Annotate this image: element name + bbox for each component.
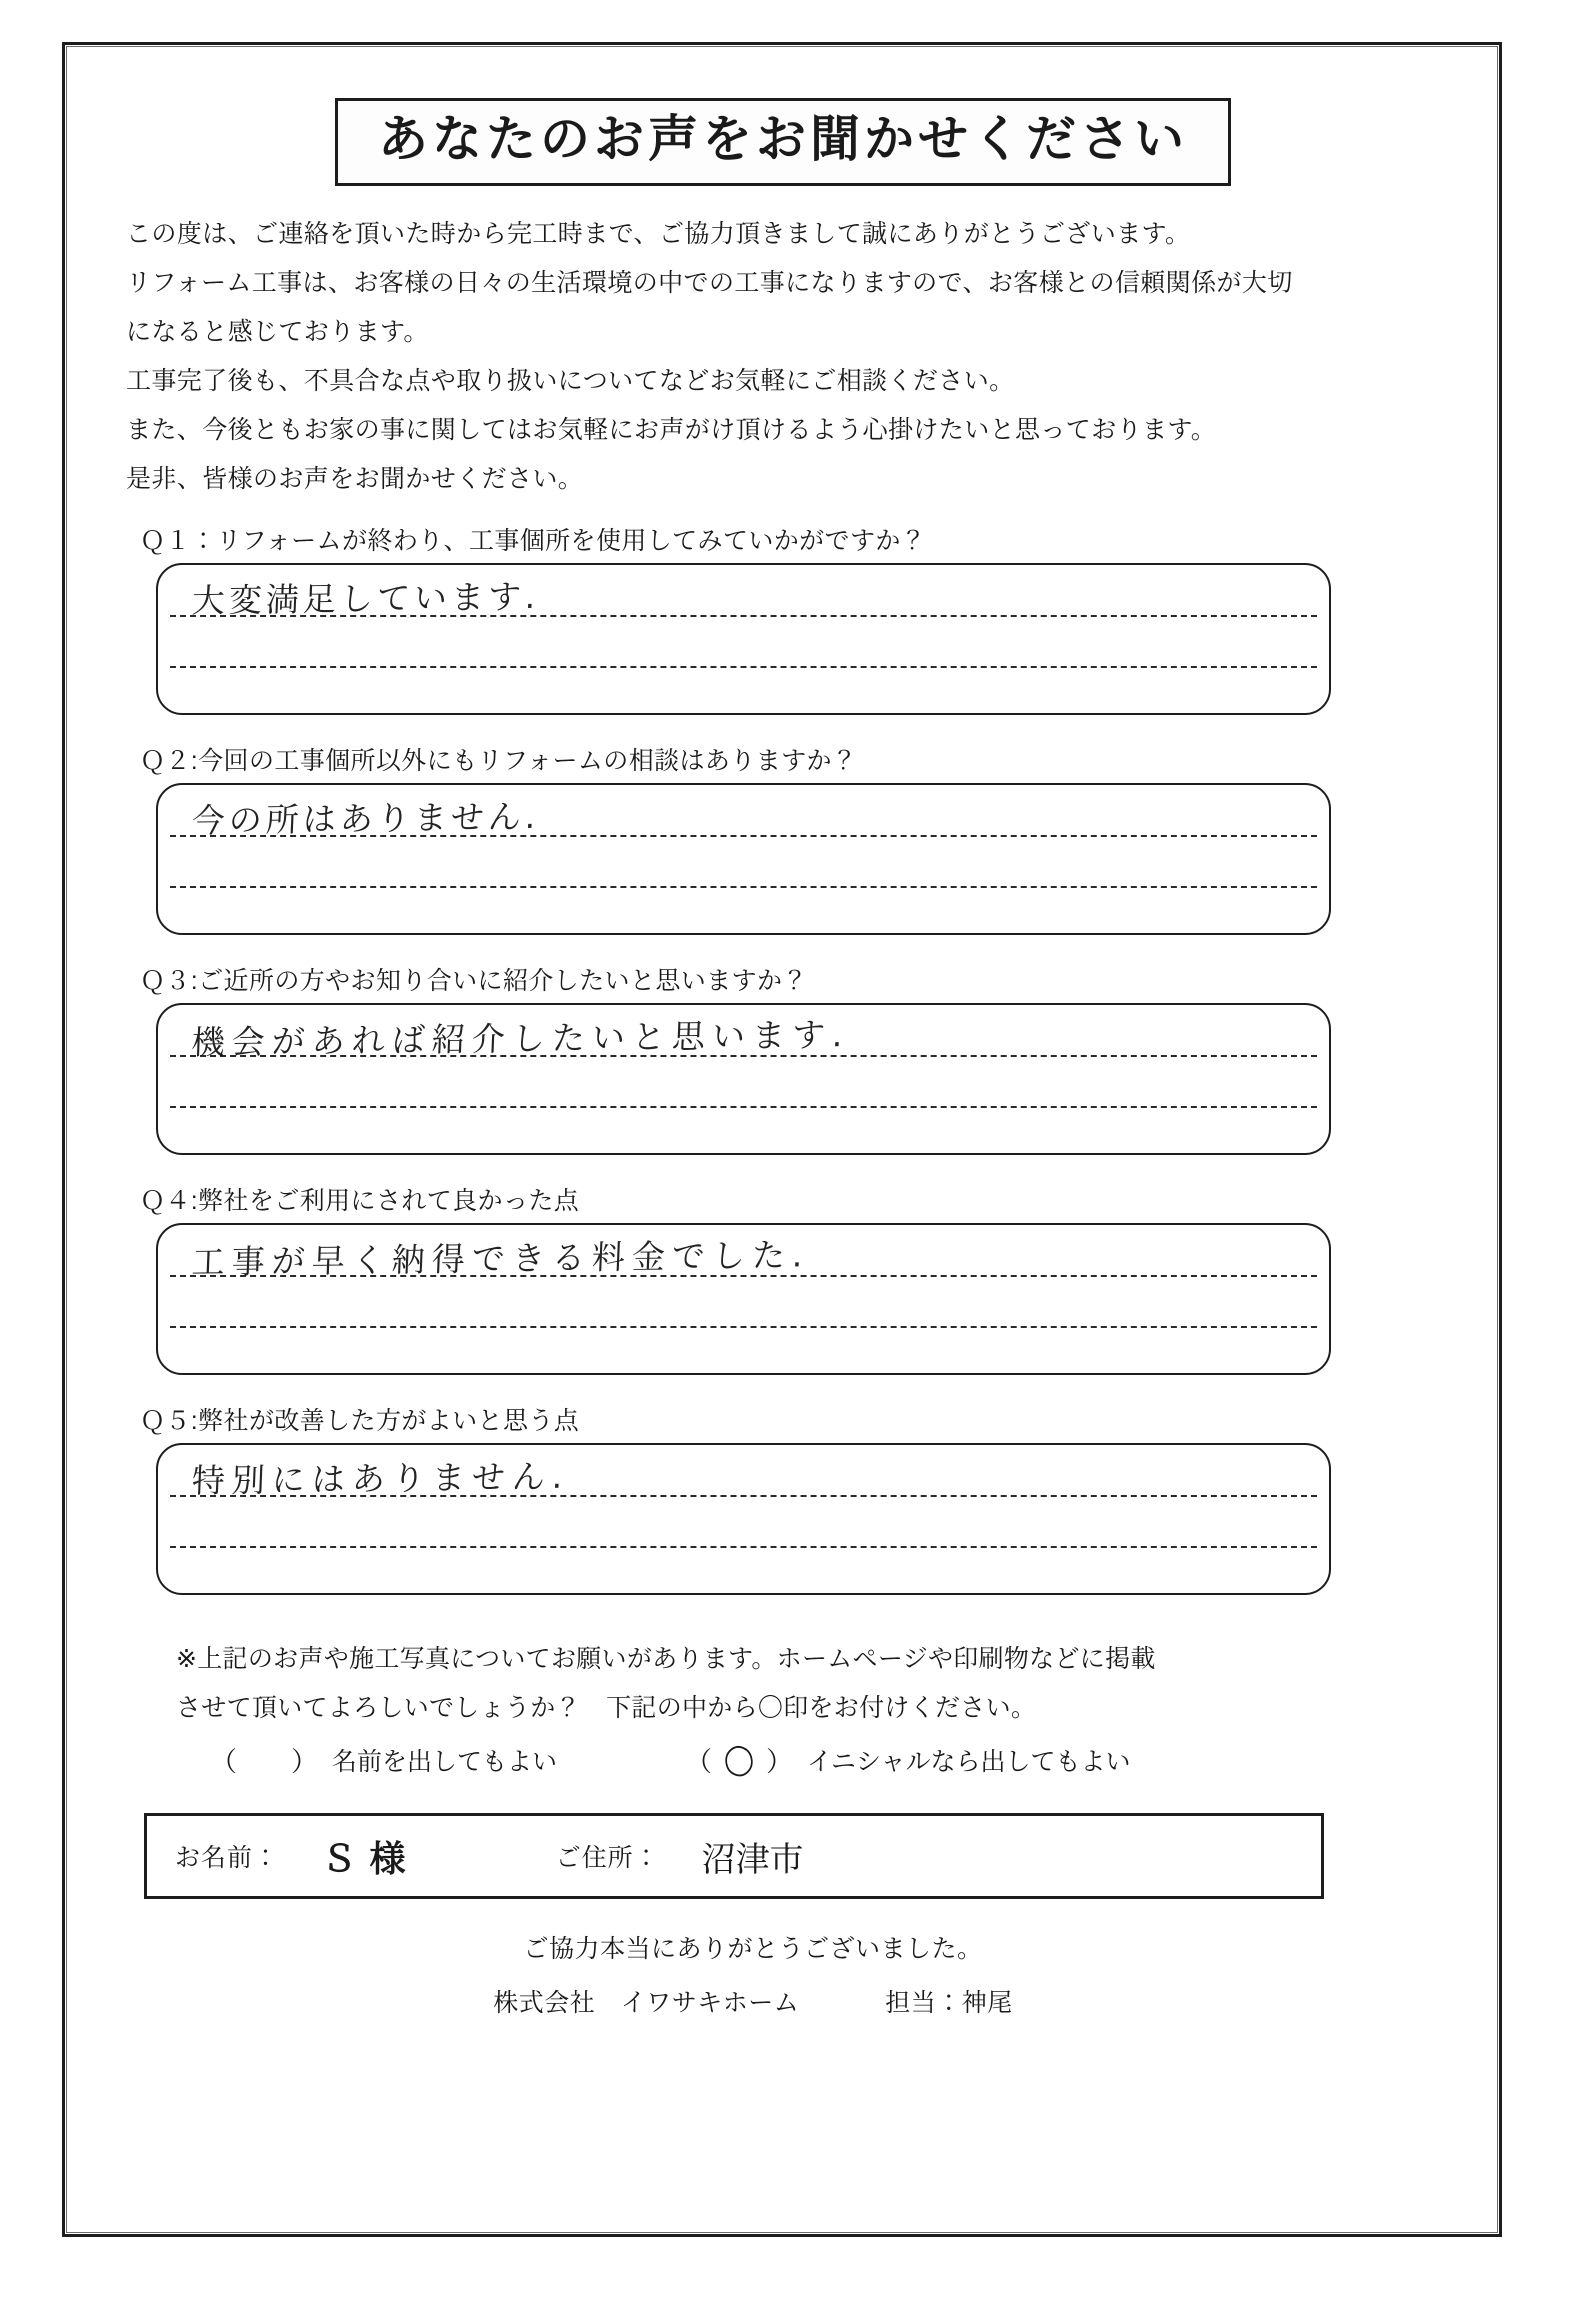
answer-field-q1[interactable]	[156, 563, 1331, 715]
consent-option-initials[interactable]	[685, 1740, 1131, 1779]
answer-field-q2[interactable]	[156, 783, 1331, 935]
identity-box	[144, 1813, 1324, 1899]
consent-option-label-full-name: 名前を出してもよい	[332, 1747, 558, 1776]
handwritten-answer-q1: 大変満足しています.	[191, 576, 541, 621]
staff-name: 担当：神尾	[885, 1989, 1013, 2017]
company-line	[493, 1983, 1013, 2019]
rule-line	[170, 886, 1317, 888]
consent-options	[176, 1740, 1448, 1779]
handwritten-answer-q5: 特別にはありません.	[191, 1456, 571, 1501]
answer-field-q4[interactable]	[156, 1223, 1331, 1375]
question-block-q4	[118, 1181, 1448, 1375]
consent-note-line-2: させて頂いてよろしいでしょうか？ 下記の中から〇印をお付けください。	[176, 1693, 1037, 1722]
rule-line	[170, 1326, 1317, 1328]
page-title: あなたのお声をお聞かせください	[378, 109, 1188, 168]
title-box	[335, 98, 1231, 186]
consent-note	[118, 1643, 1448, 1779]
rule-line	[170, 1106, 1317, 1108]
handwritten-answer-q2: 今の所はありません.	[191, 796, 541, 841]
circle-mark-icon: ◯	[721, 1740, 757, 1779]
answer-field-q3[interactable]	[156, 1003, 1331, 1155]
address-value: 沼津市	[701, 1839, 804, 1880]
footer-thanks: ご協力本当にありがとうございました。	[523, 1935, 983, 1963]
paren-open: （	[210, 1747, 237, 1777]
consent-mark-slot-initials[interactable]	[712, 1742, 766, 1777]
address-label: ご住所：	[555, 1844, 660, 1872]
name-field[interactable]	[175, 1831, 406, 1882]
question-label-q5: Ｑ５:弊社が改善した方がよいと思う点	[140, 1407, 580, 1435]
consent-option-label-initials: イニシャルなら出してもよい	[807, 1747, 1131, 1776]
intro-line: この度は、ご連絡を頂いた時から完工時まで、ご協力頂きまして誠にありがとうございます。	[126, 220, 1191, 248]
question-label-q2: Ｑ２:今回の工事個所以外にもリフォームの相談はありますか？	[140, 747, 858, 775]
question-label-q4: Ｑ４:弊社をご利用にされて良かった点	[140, 1187, 580, 1215]
paren-close: ）	[291, 1747, 318, 1777]
question-block-q3	[118, 961, 1448, 1155]
question-label-q3: Ｑ３:ご近所の方やお知り合いに紹介したいと思いますか？	[140, 967, 808, 995]
question-label-q1: Ｑ１：リフォームが終わり、工事個所を使用してみていかがですか？	[140, 527, 927, 555]
intro-line: になると感じております。	[126, 318, 429, 346]
form-content	[118, 80, 1448, 2037]
intro-line: リフォーム工事は、お客様の日々の生活環境の中での工事になりますので、お客様との信頼関係が大切	[126, 269, 1293, 297]
intro-line: また、今後ともお家の事に関してはお気軽にお声がけ頂けるよう心掛けたいと思っております。	[126, 416, 1217, 444]
company-name: 株式会社 イワサキホーム	[493, 1989, 800, 2017]
handwritten-answer-q3: 機会があれば紹介したいと思います.	[190, 1014, 851, 1063]
intro-paragraphs	[118, 218, 1448, 495]
question-block-q5	[118, 1401, 1448, 1595]
address-field[interactable]	[556, 1832, 804, 1881]
question-block-q2	[118, 741, 1448, 935]
handwritten-answer-q4: 工事が早く納得できる料金でした.	[190, 1235, 811, 1282]
rule-line	[170, 666, 1317, 668]
consent-mark-slot-full-name[interactable]	[237, 1745, 291, 1774]
paren-close: ）	[766, 1747, 794, 1777]
intro-line: 是非、皆様のお声をお聞かせください。	[126, 465, 584, 493]
question-block-q1	[118, 521, 1448, 715]
footer-company-row	[118, 1983, 1388, 2019]
consent-option-full-name[interactable]	[210, 1740, 557, 1779]
intro-line: 工事完了後も、不具合な点や取り扱いについてなどお気軽にご相談ください。	[126, 367, 1015, 395]
answer-field-q5[interactable]	[156, 1443, 1331, 1595]
rule-line	[170, 1546, 1317, 1548]
name-value: Ｓ 様	[321, 1838, 406, 1880]
consent-note-line-1: ※上記のお声や施工写真についてお願いがあります。ホームページや印刷物などに掲載	[176, 1645, 1156, 1673]
footer	[118, 1929, 1448, 2019]
name-label: お名前：	[175, 1844, 280, 1872]
title-section	[118, 98, 1448, 186]
paren-open: （	[685, 1747, 713, 1777]
